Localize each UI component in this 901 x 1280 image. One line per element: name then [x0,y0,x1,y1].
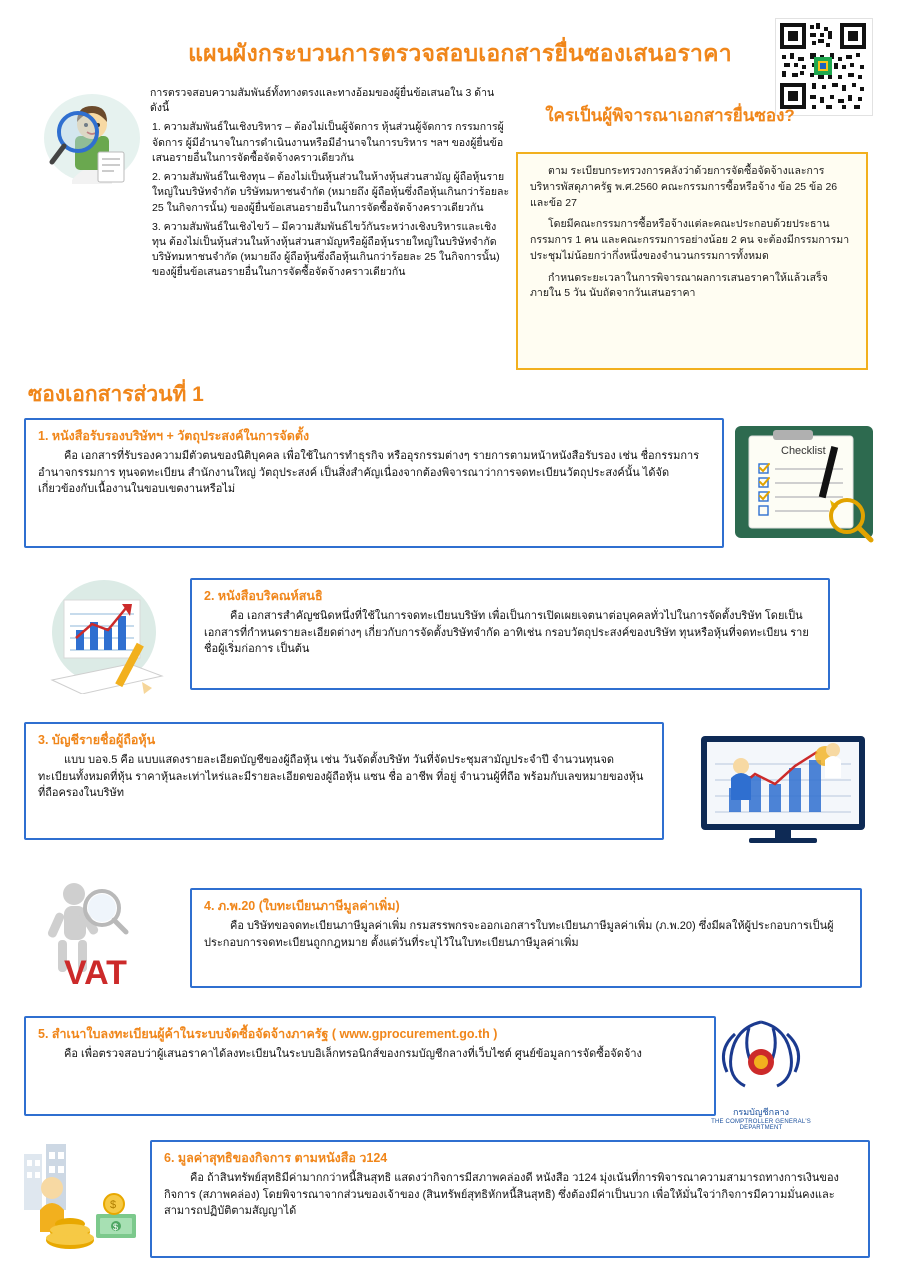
regulation-paragraph-1: ตาม ระเบียบกระทรวงการคลังว่าด้วยการจัดซื้อจัดจ้างและการบริหารพัสดุภาครัฐ พ.ศ.2560 คณะกรรมการซื้อหรือจ้าง ข้อ 25 ข้อ 26 และข้อ 27 [530,165,838,209]
who-reviews-heading: ใครเป็นผู้พิจารณาเอกสารยื่นซอง? [545,106,795,125]
intro-lead: การตรวจสอบความสัมพันธ์ทั้งทางตรงและทางอ้อมของผู้ยื่นข้อเสนอใน 3 ด้าน ดังนี้ [150,87,495,115]
card-4-body: คือ บริษัทขอจดทะเบียนภาษีมูลค่าเพิ่ม กรมสรรพกรจะออกเอกสารใบทะเบียนภาษีมูลค่าเพิ่ม (ภ.พ.20) ซึ่งมีผลให้ผู้ประกอบการเป็นผู้ประกอบการจดทะเบียนถูกกฎหมาย ตั้งแต่วันที่ระบุไว้ในใบทะเบียนภาษีมูลค่าเพิ่ม [204,920,834,949]
page-title: แผนผังกระบวนการตรวจสอบเอกสารยื่นซองเสนอราคา [188,40,732,66]
card-5-heading: 5. สำเนาใบลงทะเบียนผู้ค้าในระบบจัดซื้อจัดจ้างภาครัฐ ( www.gprocurement.go.th ) [38,1027,498,1041]
card-5-body: คือ เพื่อตรวจสอบว่าผู้เสนอราคาได้ลงทะเบียนในระบบอิเล็กทรอนิกส์ของกรมบัญชีกลางที่เว็บไซต์ ศูนย์ข้อมูลการจัดซื้อจัดจ้าง [64,1048,642,1060]
card-2-body: คือ เอกสารสำคัญชนิดหนึ่งที่ใช้ในการจดทะเบียนบริษัท เพื่อเป็นการเปิดเผยเจตนาต่อบุคคลทั่วไปในการจัดตั้งบริษัท โดยเป็นเอกสารที่กำหนดรายละเอียดต่างๆ เกี่ยวกับการจัดตั้งบริษัทจำกัด อาทิเช่น กรอบวัตถุประสงค์ของบริษัท ทุนหรือหุ้นที่จดทะเบียน รายชื่อผู้เริ่มก่อการ เป็นต้น [204,610,809,655]
card-1-body: คือ เอกสารที่รับรองความมีตัวตนของนิติบุคคล เพื่อใช้ในการทำธุรกิจ หรืออุรกรรมต่างๆ รายการตามหน้าหนังสือรับรอง เช่น ชื่อกรรมการ อำนาจกรรมการ ทุนจดทะเบียน สำนักงานใหญ่ วัตถุประสงค์ เป็นสิ่งสำคัญเนื่องจากต้องพิจารณาว่าการจดทะเบียนวัตถุประสงค์นั้น ได้จัดเกี่ยวข้องกับเนื้องานในขอบเขตงานหรือไม่ [38,450,700,495]
cgd-logo-label-en: THE COMPTROLLER GENERAL'S DEPARTMENT [711,1119,811,1131]
checklist-label: Checklist [781,445,826,457]
cgd-logo-label-th: กรมบัญชีกลาง [732,1107,790,1117]
card-3-body: แบบ บอจ.5 คือ แบบแสดงรายละเอียดบัญชีของผู้ถือหุ้น เช่น วันจัดตั้งบริษัท วันที่จัดประชุมสามัญประจำปี จำนวนทุนจดทะเบียนทั้งหมดที่หุ้น ราคาหุ้นละเท่าไหร่และมีรายละเอียดของผู้ถือหุ้น แซน ชื่อ อาชีพ ที่อยู่ จำนวนผู้ที่ถือ พร้อมกับเลขหมายของหุ้นที่ถือครองในบริษัท [38,754,644,799]
document-card-1 [24,418,724,548]
card-6-heading: 6. มูลค่าสุทธิของกิจการ ตามหนังสือ ว124 [164,1151,388,1165]
finance-illustration [18,1136,144,1256]
vat-illustration [28,878,178,990]
document-card-4 [190,888,862,988]
growth-chart-illustration [30,576,178,694]
document-card-5 [24,1016,716,1116]
card-6-body: คือ ถ้าสินทรัพย์สุทธิมีค่ามากกว่าหนี้สินสุทธิ แสดงว่ากิจการมีสภาพคล่องดี หนังสือ ว124 มุ่งเน้นที่การพิจารณาความสามารถทางการเงินของกิจการ (สภาพคล่อง) โดยพิจารณาจากส่วนของเจ้าของ (สินทรัพย์สุทธิหักหนี้สินสุทธิ) ซึ่งต้องมีค่าเป็นบวก เพื่อให้มั่นใจว่ากิจการมีความมั่นคงและสามารถปฏิบัติตามสัญญาได้ [164,1172,839,1217]
intro-item-3: 3. ความสัมพันธ์ในเชิงไขว้ – มีความสัมพันธ์ไขว้กันระหว่างเชิงบริหารและเชิงทุน ต้องไม่เป็นหุ้นส่วนในห้างหุ้นส่วนสามัญหรือผู้ถือหุ้นรายใหญ่ในบริษัทจำกัด บริษัทมหาชนจำกัด (หมายถึง ผู้ถือหุ้นซึ่งถือหุ้นเกินกว่าร้อยละ 25 ในกิจการนั้น) ของผู้ยื่นข้อเสนอรายอื่นในการจัดซื้อจัดจ้างคราวเดียวกัน [152,220,500,279]
intro-block [150,86,510,285]
card-4-heading: 4. ภ.พ.20 (ใบทะเบียนภาษีมูลค่าเพิ่ม) [204,899,400,913]
regulation-paragraph-2: โดยมีคณะกรรมการซื้อหรือจ้างแต่ละคณะประกอบด้วยประธานกรรมการ 1 คน และคณะกรรมการอย่างน้อย 2 คน จะต้องมีกรรมการมาประชุมไม่น้อยกว่ากึ่งหนึ่งของจำนวนกรรมการทั้งหมด [530,218,850,262]
svg-text:$: $ [113,1222,119,1232]
cgd-logo [691,1012,831,1131]
checklist-illustration [729,420,879,548]
vat-label: VAT [64,954,127,990]
intro-item-1: 1. ความสัมพันธ์ในเชิงบริหาร – ต้องไม่เป็นผู้จัดการ หุ้นส่วนผู้จัดการ กรรมการผู้จัดการ ผู้มีอำนาจในการดำเนินงานหรือมีอำนาจในการบริหาร ฯลฯ ของผู้ยื่นข้อเสนอรายอื่นในการจัดซื้อจัดจ้างคราวเดียวกัน [152,121,504,164]
regulation-box [516,152,868,370]
inspector-illustration [42,92,142,184]
card-1-heading: 1. หนังสือรับรองบริษัทฯ + วัตถุประสงค์ในการจัดตั้ง [38,429,310,443]
section-heading: ซองเอกสารส่วนที่ 1 [28,383,204,406]
card-2-heading: 2. หนังสือบริคณห์สนธิ [204,589,323,603]
document-card-6 [150,1140,870,1258]
presentation-illustration [683,726,883,844]
document-card-2 [190,578,830,690]
card-3-heading: 3. บัญชีรายชื่อผู้ถือหุ้น [38,733,156,747]
intro-item-2: 2. ความสัมพันธ์ในเชิงทุน – ต้องไม่เป็นหุ้นส่วนในห้างหุ้นส่วนสามัญ ผู้ถือหุ้นรายใหญ่ในบริษัทจำกัด บริษัทมหาชนจำกัด (หมายถึง ผู้ถือหุ้นซึ่งถือหุ้นเกินกว่าร้อยละ 25 ในกิจการนั้น) ของผู้ยื่นข้อเสนอรายอื่นในการจัดซื้อจัดจ้างคราวเดียวกัน [152,171,510,214]
svg-text:$: $ [110,1199,117,1211]
regulation-paragraph-3: กำหนดระยะเวลาในการพิจารณาผลการเสนอราคาให้แล้วเสร็จภายใน 5 วัน นับถัดจากวันเสนอราคา [530,271,828,300]
document-card-3 [24,722,664,840]
